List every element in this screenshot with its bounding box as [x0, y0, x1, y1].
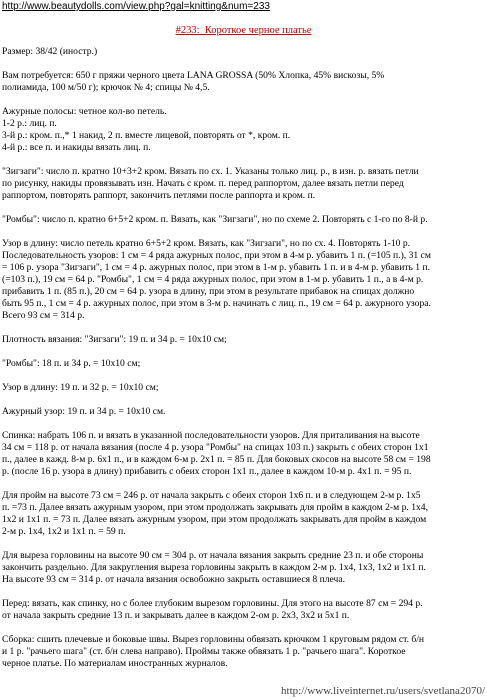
- text-line: 2-м р. 1х4, 1х2 и 1х1 п. = 59 п.: [2, 526, 126, 537]
- paragraph: [2, 238, 482, 322]
- text-line: быть 95 п., 1 см = 4 р. ажурных полос, при этом в 3-м р. начинать с лиц. п., 19 см = 64 р. ажурного узора.: [2, 298, 431, 309]
- text-line: Для пройм на высоте 73 см = 246 р. от начала закрыть с обеих сторон 1х6 п. и в следующем 2-м р. 1х5: [2, 490, 421, 501]
- text-line: п. =73 п. Далее вязать ажурным узором, при этом продолжать закрывать для пройм в каждом 2-м р. 1х4,: [2, 502, 428, 513]
- text-line: Всего 93 см = 314 р.: [2, 310, 85, 321]
- text-line: полиамида, 100 м/50 г); крючок № 4; спицы № 4,5.: [2, 82, 210, 93]
- text-line: раппортом, повторять раппорт, закончить петлями после раппорта и кром. п.: [2, 190, 316, 201]
- text-line: 1-2 р.: лиц. п.: [2, 118, 57, 129]
- paragraph: [2, 406, 482, 418]
- text-line: Последовательность узоров: 1 см = 4 ряда ажурных полос, при этом в 4-м р. убавить 1 п. (=105 п.), 31 см: [2, 250, 431, 261]
- text-line: 4-й р.: все п. и накиды вязать лиц. п.: [2, 142, 151, 153]
- text-line: 1х2 и 1х1 п. = 73 п. Далее вязать ажурным узором, при этом продолжать закрывать для пройм в каждом: [2, 514, 427, 525]
- text-line: р. (после 16 р. узора в длину) прибавить с обеих сторон 1х1 п., далее в каждом 10-м р. 4х1 п. = 95 п.: [2, 466, 412, 477]
- paragraph: [2, 334, 482, 346]
- paragraph: [2, 382, 482, 394]
- text-line: от начала закрыть средние 13 п. и закрывать далее в каждом 2-ом р. 2х3, 3х2 и 5х1 п.: [2, 610, 350, 621]
- document-body: [2, 46, 482, 670]
- text-line: Размер: 38/42 (иностр.): [2, 46, 98, 57]
- paragraph: [2, 70, 482, 94]
- text-line: Спинка: набрать 106 п. и вязать в указанной последовательности узоров. Для приталивания на высоте: [2, 430, 420, 441]
- text-line: Перед: вязать, как спинку, но с более глубоким вырезом горловины. Для этого на высоте 87 см = 294 р.: [2, 598, 423, 609]
- source-url-link[interactable]: http://www.beautydolls.com/view.php?gal=knitting&num=233: [2, 1, 270, 12]
- text-line: "Зигзаги": число п. кратно 10+3+2 кром. Вязать по сх. 1. Указаны только лиц. р., в изн. р. вязать петли: [2, 166, 419, 177]
- paragraph: [2, 214, 482, 226]
- text-line: по рисунку, накиды провязывать изн. Начать с кром. п. перед раппортом, далее вязать петли перед: [2, 178, 404, 189]
- paragraph: [2, 46, 482, 58]
- text-line: Плотность вязания: "Зигзаги": 19 п. и 34 р. = 10х10 см;: [2, 334, 227, 345]
- text-line: Сборка: сшить плечевые и боковые швы. Вырез горловины обвязать крючком 1 круговым рядом ст. б/н: [2, 634, 425, 645]
- paragraph: [2, 430, 482, 478]
- paragraph: [2, 598, 482, 622]
- text-line: Ажурные полосы: четное кол-во петель.: [2, 106, 167, 117]
- paragraph: [2, 166, 482, 202]
- text-line: Узор в длину: число петель кратно 6+5+2 кром. Вязать, как "Зигзаги", но по сх. 4. Повторять 1-10 р.: [2, 238, 411, 249]
- paragraph: [2, 634, 482, 670]
- paragraph: [2, 106, 482, 154]
- text-line: "Ромбы": 18 п. и 34 р. = 10х10 см;: [2, 358, 141, 369]
- text-line: Вам потребуется: 650 г пряжи черного цвета LANA GROSSA (50% Хлопка, 45% вискозы, 5%: [2, 70, 385, 81]
- text-line: 34 см = 118 р. от начала вязания (после 4 р. узора "Ромбы" на спицах 103 п.) закрыть с обеих сторон 1х1: [2, 442, 429, 453]
- text-line: и 1 р. "рачьего шага" (ст. б/н слева направо). Проймы также обвязать 1 р. "рачьего шага". Короткое: [2, 646, 406, 657]
- text-line: Ажурный узор: 19 п. и 34 р. = 10х10 см.: [2, 406, 166, 417]
- text-line: п., далее в кажд. 8-м р. 6х1 п., и в каждом 6-м р. 2х1 п. = 85 п. Для боковых скосов на высоте 58 см = 198: [2, 454, 431, 465]
- page-title[interactable]: #233:_Короткое черное платье: [175, 25, 312, 36]
- text-line: закончить раздельно. Для закругления выреза горловины закрыть в каждом 2-м р. 1х4, 1х3, 1х2 и 1х1 п.: [2, 562, 426, 573]
- text-line: Узор в длину: 19 п. и 32 р. = 10х10 см;: [2, 382, 159, 393]
- paragraph: [2, 358, 482, 370]
- text-line: = 106 р. узора "Зигзаги", 1 см = 4 р. ажурных полос, при этом в 1-м р. убавить 1 п. и в 4-м р. убавить 1 п.: [2, 262, 431, 273]
- paragraph: [2, 490, 482, 538]
- text-line: 3-й р.: кром. п.,* 1 накид, 2 п. вместе лицевой, повторять от *, кром. п.: [2, 130, 291, 141]
- text-line: "Ромбы": число п. кратно 6+5+2 кром. п. Вязать, как "Зигзаги", но по схеме 2. Повторять с 1-го по 8-й р.: [2, 214, 428, 225]
- text-line: прибавить 1 п. (85 п.), 20 см = 64 р. узора в длину, при этом в результате прибавок на спицах должно: [2, 286, 415, 297]
- text-line: черное платье. По материалам иностранных журналов.: [2, 658, 228, 669]
- text-line: (=103 п.), 19 см = 64 р. "Ромбы", 1 см = 4 ряда ажурных полос, при этом в 1-м р. убавить 1 п., а в 4-м р.: [2, 274, 424, 285]
- text-line: Для выреза горловины на высоте 90 см = 304 р. от начала вязания закрыть средние 23 п. и обе стороны: [2, 550, 424, 561]
- watermark-text: http://www.liveinternet.ru/users/svetlana2070/: [281, 685, 485, 697]
- text-line: На высоте 93 см = 314 р. от начала вязания освобожно закрыть оставшиеся 8 плеча.: [2, 574, 346, 585]
- paragraph: [2, 550, 482, 586]
